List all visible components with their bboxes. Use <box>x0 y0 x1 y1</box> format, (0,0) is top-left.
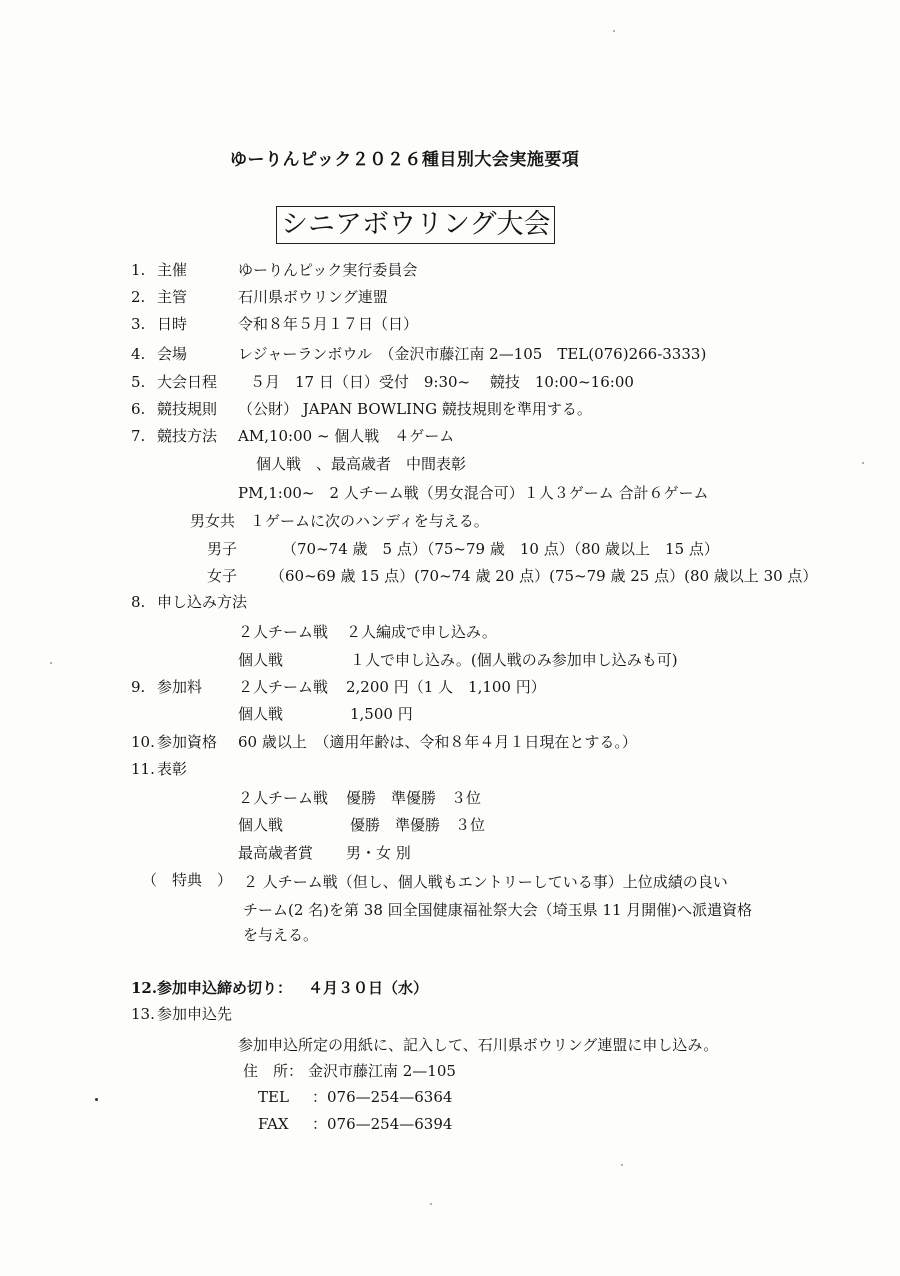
item-number: 6. <box>131 400 146 418</box>
item-number: 11. <box>131 760 155 778</box>
scan-speck <box>430 1203 432 1205</box>
item-number: 10. <box>131 733 155 751</box>
item-value-manager: 石川県ボウリング連盟 <box>238 288 388 306</box>
handicap-male-values: （70~74 歳 5 点）（75~79 歳 10 点）（80 歳以上 15 点） <box>282 540 719 558</box>
item-number: 4. <box>131 345 146 363</box>
perk-line-1: ２ 人チーム戦（但し、個人戦もエントリーしている事）上位成績の良い <box>243 873 728 891</box>
item-value-eligibility: 60 歳以上 （適用年齢は、令和８年４月１日現在とする。） <box>238 733 637 751</box>
awards-team-value: 優勝 準優勝 ３位 <box>346 789 482 807</box>
item-number: 9. <box>131 678 146 696</box>
application-team-value: ２人編成で申し込み。 <box>346 623 497 641</box>
application-indiv-label: 個人戦 <box>238 651 284 669</box>
destination-tel-label: TEL <box>258 1088 289 1106</box>
awards-indiv-label: 個人戦 <box>238 816 284 834</box>
fee-indiv-label: 個人戦 <box>238 705 284 723</box>
item-label-date: 日時 <box>157 315 188 333</box>
item-number: 7. <box>131 427 146 445</box>
scan-speck <box>621 1164 623 1166</box>
fee-team-value: 2,200 円（1 人 1,100 円） <box>346 678 546 696</box>
item-number: 2. <box>131 288 146 306</box>
item-number: 13. <box>131 1005 155 1023</box>
item-label-venue: 会場 <box>157 345 188 363</box>
item-value-deadline: ４月３０日（水） <box>308 979 429 997</box>
item-label-destination: 参加申込先 <box>157 1005 233 1023</box>
item-label-schedule: 大会日程 <box>157 373 218 391</box>
item-label-organizer: 主催 <box>157 261 188 279</box>
item-label-rules: 競技規則 <box>157 400 218 418</box>
method-am: AM,10:00 ~ 個人戦 ４ゲーム <box>238 427 455 445</box>
perk-line-2: チーム(2 名)を第 38 回全国健康福祉祭大会（埼玉県 11 月開催)へ派遣資格 <box>243 901 753 919</box>
application-indiv-value: １人で申し込み。(個人戦のみ参加申し込みも可) <box>350 651 678 669</box>
destination-address: 金沢市藤江南 2—105 <box>308 1062 456 1080</box>
item-label-awards: 表彰 <box>157 760 188 778</box>
item-label-fee: 参加料 <box>157 678 203 696</box>
perk-line-3: を与える。 <box>243 926 319 944</box>
handicap-intro: 男女共 １ゲームに次のハンディを与える。 <box>190 512 489 530</box>
item-value-organizer: ゆーりんピック実行委員会 <box>238 261 418 279</box>
scan-speck <box>50 662 52 664</box>
scan-speck <box>95 1098 98 1101</box>
item-number: 12. <box>131 979 158 997</box>
item-value-rules: （公財） JAPAN BOWLING 競技規則を準用する。 <box>238 400 592 418</box>
item-label-eligibility: 参加資格 <box>157 733 218 751</box>
handicap-female-values: （60~69 歳 15 点）(70~74 歳 20 点）(75~79 歳 25 点）(80 歳以上 30 点） <box>270 567 818 585</box>
fee-team-label: ２人チーム戦 <box>238 678 329 696</box>
item-value-schedule: ５月 17 日（日）受付 9:30~ 競技 10:00~16:00 <box>250 373 634 391</box>
item-number: 5. <box>131 373 146 391</box>
fee-indiv-value: 1,500 円 <box>350 705 413 723</box>
item-number: 8. <box>131 593 146 611</box>
item-value-venue: レジャーランボウル （金沢市藤江南 2—105 TEL(076)266-3333) <box>238 345 707 363</box>
item-number: 3. <box>131 315 146 333</box>
application-team-label: ２人チーム戦 <box>238 623 329 641</box>
destination-instruction: 参加申込所定の用紙に、記入して、石川県ボウリング連盟に申し込み。 <box>238 1036 719 1054</box>
handicap-female-label: 女子 <box>207 567 238 585</box>
item-label-manager: 主管 <box>157 288 188 306</box>
scan-speck <box>613 30 615 32</box>
awards-oldest-value: 男・女 別 <box>346 844 411 862</box>
awards-oldest-label: 最高歳者賞 <box>238 844 314 862</box>
awards-indiv-value: 優勝 準優勝 ３位 <box>350 816 486 834</box>
destination-fax-label: FAX <box>258 1115 289 1133</box>
method-am-sub: 個人戦 、最高歳者 中間表彰 <box>256 455 467 473</box>
item-label-method: 競技方法 <box>157 427 218 445</box>
event-name-box: シニアボウリング大会 <box>276 206 555 244</box>
awards-team-label: ２人チーム戦 <box>238 789 329 807</box>
handicap-male-label: 男子 <box>207 540 238 558</box>
destination-fax: ：076—254—6394 <box>312 1115 453 1133</box>
item-label-deadline: 参加申込締め切り： <box>157 979 293 997</box>
destination-address-label: 住 所： <box>243 1062 304 1080</box>
scan-speck <box>862 462 864 464</box>
item-label-application: 申し込み方法 <box>157 593 248 611</box>
item-value-date: 令和８年５月１７日（日） <box>238 315 419 333</box>
document-title: ゆーりんピック２０２６種目別大会実施要項 <box>230 150 580 170</box>
method-pm: PM,1:00~ 2 人チーム戦（男女混合可）１人３ゲーム 合計６ゲーム <box>238 484 709 502</box>
destination-tel: ：076—254—6364 <box>312 1088 453 1106</box>
perk-label: （ 特典 ） <box>142 871 233 889</box>
item-number: 1. <box>131 261 146 279</box>
